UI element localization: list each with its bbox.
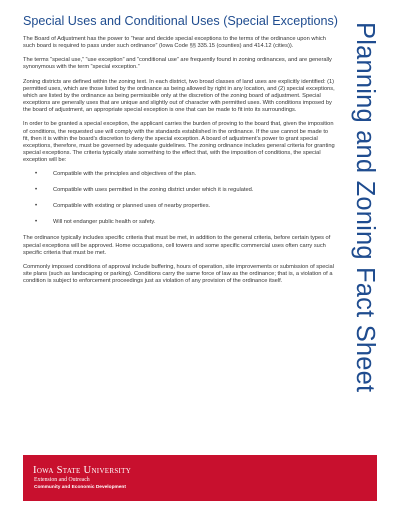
footer-banner	[23, 455, 377, 501]
paragraph-zoning-districts: Zoning districts are defined within the zoning text. In each district, two broad classes of land uses are explicitly identified: (1) permitted uses, which are those listed by the ordinance as being allowed by right in any location, and (2) special exceptions, which are listed by the ordinance as being permissible only at the discretion of the zoning board of adjustment. Special exceptions are generally uses that are unique and slightly out of character with permitted uses. With conditions imposed by the board of adjustment, an appropriate special exception is one that can be made to fit into its surroundings.	[23, 78, 335, 114]
bullet-icon: •	[35, 203, 38, 210]
side-title: Planning and Zoning Fact Sheet	[351, 22, 379, 393]
extension-label: Extension and Outreach	[34, 477, 90, 483]
list-item-text: Compatible with the principles and objectives of the plan.	[53, 171, 197, 178]
paragraph-conditions: Commonly imposed conditions of approval include buffering, hours of operation, site improvements or submission of special site plans (such as landscaping or parking). Conditions carry the same force of law as the ordinance; that is, a violation of a condition is subject to enforcement proceedings just as violation of any provision of the ordinance itself.	[23, 263, 334, 285]
list-item	[35, 171, 335, 178]
list-item-text: Compatible with uses permitted in the zoning district under which it is regulated.	[53, 187, 254, 194]
program-label: Community and Economic Development	[34, 485, 126, 490]
page-title: Special Uses and Conditional Uses (Special Exceptions)	[23, 14, 339, 28]
list-item-text: Will not endanger public health or safety.	[53, 219, 156, 226]
list-item	[35, 203, 335, 210]
list-item	[35, 187, 335, 194]
main-content	[23, 14, 339, 292]
paragraph-burden-of-proof: In order to be granted a special exception, the applicant carries the burden of proving to the board that, given the imposition of conditions, the requested use will comply with the standards established in the ordinance. If the use cannot be made to fit, then it is within the board’s discretion to deny the special exception. A board of adjustment’s power to grant special exceptions, therefore, must be governed by adequate guidelines. The zoning ordinance includes general criteria for granting special exceptions. The criteria typically state something to the effect that, with the imposition of conditions, the special exception will be:	[23, 121, 335, 164]
list-item-text: Compatible with existing or planned uses of nearby properties.	[53, 203, 211, 210]
criteria-list	[23, 171, 335, 226]
paragraph-intro: The Board of Adjustment has the power to “hear and decide special exceptions to the terms of the ordinance upon which such board is required to pass under such ordinance” (Iowa Code §§ 335.15 (counties) and 414.12 (cities)).	[23, 36, 326, 50]
bullet-icon: •	[35, 187, 38, 194]
paragraph-specific-criteria: The ordinance typically includes specific criteria that must be met, in addition to the general criteria, before certain types of special exceptions will be approved. Home occupations, cell towers and some specific commercial uses often carry such specific criteria that must be met.	[23, 235, 331, 256]
list-item	[35, 219, 335, 226]
bullet-icon: •	[35, 219, 38, 226]
side-title-container	[345, 22, 385, 462]
bullet-icon: •	[35, 171, 38, 178]
university-wordmark: Iowa State University	[33, 465, 132, 476]
paragraph-terms: The terms “special use,” “use exception” and “conditional use” are frequently found in zoning ordinances, and are generally synonymous with the term “special exception.”	[23, 57, 332, 71]
